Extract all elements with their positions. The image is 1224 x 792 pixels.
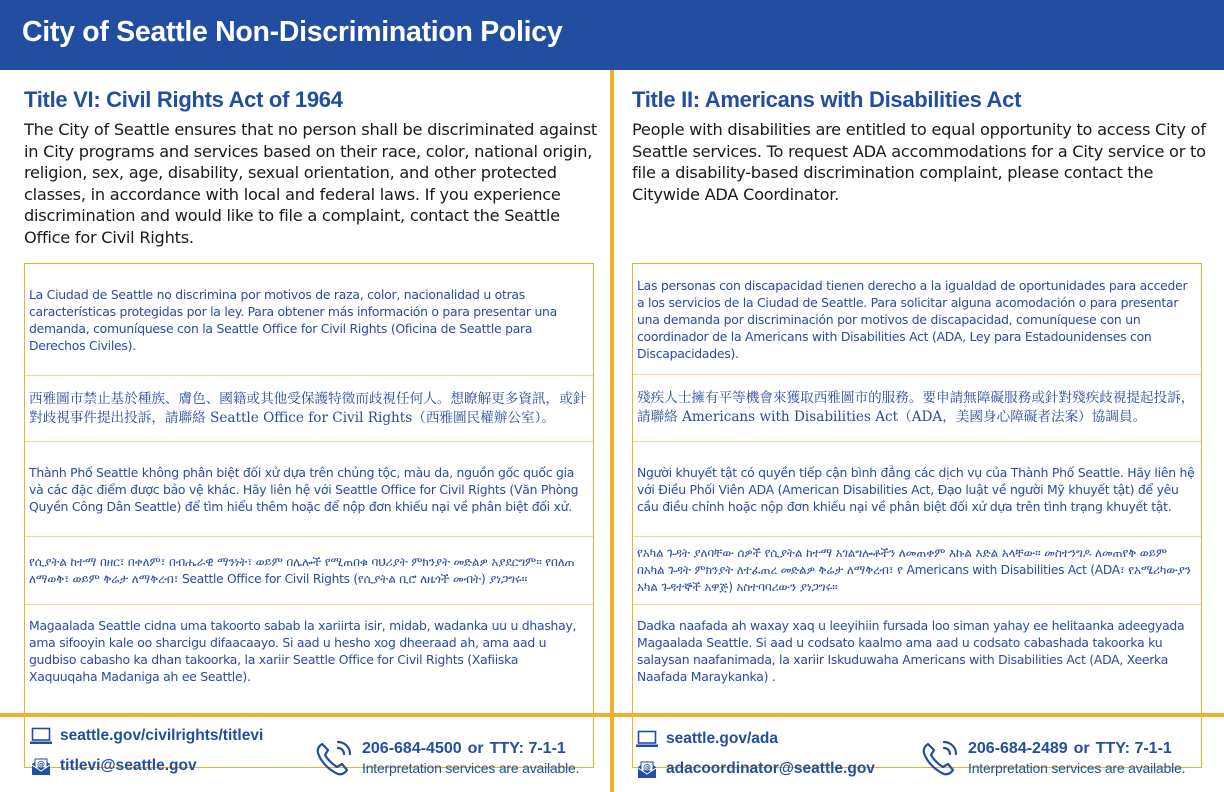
translation-amharic: የሲያትል ከተማ በዘር፣ በቀለም፣ በብሔራዊ ማንነት፣ ወይም በሌሎች የሚጠበቁ ባህሪያት ምክንያት መድልዎ አያደርግም። የበለጠ ለማወቅ፣ ወይም ቅሬታ ለማቅረብ፣ Seattle Office for Civil Rights (የሲያትል ቢሮ ለዜጎች መብት) ያነጋግሩ። — [25, 537, 593, 605]
translation-somali: Dadka naafada ah waxay xaq u leeyihiin fursada loo siman yahay ee helitaanka adeegyada Magaalada Seattle. Si aad u codsato kaalmo ama aad u codsato cabashada takoorka ku salaysan naafanimada, la xariir Iskuduwaha Americans with Disabilities Act (ADA, Xeerka Naafada Maraykanka) . — [637, 618, 1185, 684]
ada-website-text[interactable]: seattle.gov/ada — [666, 730, 778, 747]
translation-vietnamese: Người khuyết tật có quyền tiếp cận bình đẳng các dịch vụ của Thành Phố Seattle. Hãy liên hệ với Điều Phối Viên ADA (American Disabilities Act, Đạo luật về người Mỹ khuyết tật) để yêu cầu điều chỉnh hoặc nộp đơn khiếu nại về phân biệt đối xử dựa trên tình trạng khuyết tật. — [633, 442, 1201, 537]
svg-text:@: @ — [37, 760, 45, 769]
page-header — [0, 0, 1224, 70]
section-title-title-vi: Title VI: Civil Rights Act of 1964 — [24, 87, 343, 112]
title-vi-phone[interactable] — [314, 738, 579, 778]
email-icon — [636, 759, 658, 779]
ada-email-text[interactable]: adacoordinator@seattle.gov — [666, 760, 875, 777]
title-vi-website-text[interactable]: seattle.gov/civilrights/titlevi — [60, 727, 264, 744]
title-vi-email-text[interactable]: titlevi@seattle.gov — [60, 757, 197, 774]
title-vi-translations-box — [24, 263, 594, 768]
ada-email-link[interactable] — [636, 759, 875, 779]
section-title-title-ii: Title II: Americans with Disabilities Act — [632, 87, 1022, 112]
title-vi-intro: The City of Seattle ensures that no person shall be discriminated against in City programs and services based on their race, color, national origin, religion, sex, age, disability, sexual orientation, and other protected classes, in accordance with local and federal laws. If you experience discrimination and would like to file a complaint, contact the Seattle Office for Civil Rights. — [24, 120, 597, 247]
title-ii-translations-box — [632, 263, 1202, 768]
translation-somali: Magaalada Seattle cidna uma takoorto sabab la xariirta isir, midab, wadanka uu u dhashay, ama sifooyin kale oo sharcigu difaacaayo. Si aad u hesho xog dheeraad ah, ama aad u gudbiso cabasho ka dhan takoorka, la xariir Seattle Office for Civil Rights (Xafiiska Xaquuqaha Madaniga ah ee Seattle). — [29, 618, 577, 684]
svg-text:@: @ — [643, 763, 651, 772]
translation-spanish: Las personas con discapacidad tienen derecho a la igualdad de oportunidades para acceder a los servicios de la Ciudad de Seattle. Para solicitar alguna acomodación o para presentar una demanda por discriminación por motivos de discapacidad, comuníquese con un coordinador de la Americans with Disabilities Act (ADA, Ley para Estadounidenses con Discapacidades). — [633, 264, 1201, 375]
translation-spanish: La Ciudad de Seattle no discrimina por motivos de raza, color, nacionalidad u otras características protegidas por la ley. Para obtener más información o para presentar una demanda, comuníquese con la Seattle Office for Civil Rights (Oficina de Seattle para Derechos Civiles). — [25, 264, 593, 376]
column-divider — [610, 70, 614, 792]
page-title: City of Seattle Non-Discrimination Policy — [22, 16, 563, 48]
email-icon — [30, 756, 52, 776]
translation-vietnamese: Thành Phố Seattle không phân biệt đối xử dựa trên chủng tộc, màu da, nguồn gốc quốc gia và các đặc điểm được bảo vệ khác. Hãy liên hệ với Seattle Office for Civil Rights (Văn Phòng Quyền Công Dân Seattle) để tìm hiểu thêm hoặc để nộp đơn khiếu nại về phân biệt đối xử. — [25, 442, 593, 537]
ada-phone-number[interactable]: 206-684-2489 — [968, 740, 1068, 757]
phone-icon — [920, 738, 960, 778]
ada-tty: TTY: 7-1-1 — [1095, 740, 1172, 757]
translation-chinese: 殘疾人士擁有平等機會來獲取西雅圖市的服務。要申請無障礙服務或針對殘疾歧視提起投訴，請聯絡 Americans with Disabilities Act（ADA，美國身心障礙者法案）協調員。 — [633, 375, 1201, 442]
ada-website-link[interactable] — [636, 729, 778, 749]
or-label: or — [467, 740, 484, 757]
translation-chinese: 西雅圖市禁止基於種族、膚色、國籍或其他受保護特徵而歧視任何人。想瞭解更多資訊，或針對歧視事件提出投訴，請聯絡 Seattle Office for Civil Rights（西雅圖民權辦公室）。 — [25, 376, 593, 442]
title-vi-tty: TTY: 7-1-1 — [489, 740, 566, 757]
laptop-icon — [30, 726, 52, 746]
title-vi-interpretation-note: Interpretation services are available. — [362, 760, 580, 776]
title-ii-intro: People with disabilities are entitled to equal opportunity to access City of Seattle services. To request ADA accommodations for a City service or to file a disability-based discrimination complaint, please contact the Citywide ADA Coordinator. — [632, 120, 1206, 204]
ada-phone[interactable] — [920, 738, 1185, 778]
title-vi-phone-number[interactable]: 206-684-4500 — [362, 740, 462, 757]
or-label: or — [1073, 740, 1090, 757]
translation-amharic: የአካል ጉዳት ያለባቸው ሰዎች የሲያትል ከተማ አገልግሎቶችን ለመጠቀም እኩል እድል አላቸው። መስተንግዶ ለመጠየቅ ወይም በአካል ጉዳት ምክንያት ለተፈጠረ መድልዎ ቅሬታ ለማቅረብ፣ የ Americans with Disabilities Act (ADA፣ የአሜሪካውያን አካል ጉዳተኞች አዋጅ) አስተባባሪውን ያነጋግሩ። — [633, 537, 1201, 605]
title-vi-website-link[interactable] — [30, 726, 263, 746]
title-vi-email-link[interactable] — [30, 756, 197, 776]
phone-icon — [314, 738, 354, 778]
laptop-icon — [636, 729, 658, 749]
ada-interpretation-note: Interpretation services are available. — [968, 760, 1186, 776]
